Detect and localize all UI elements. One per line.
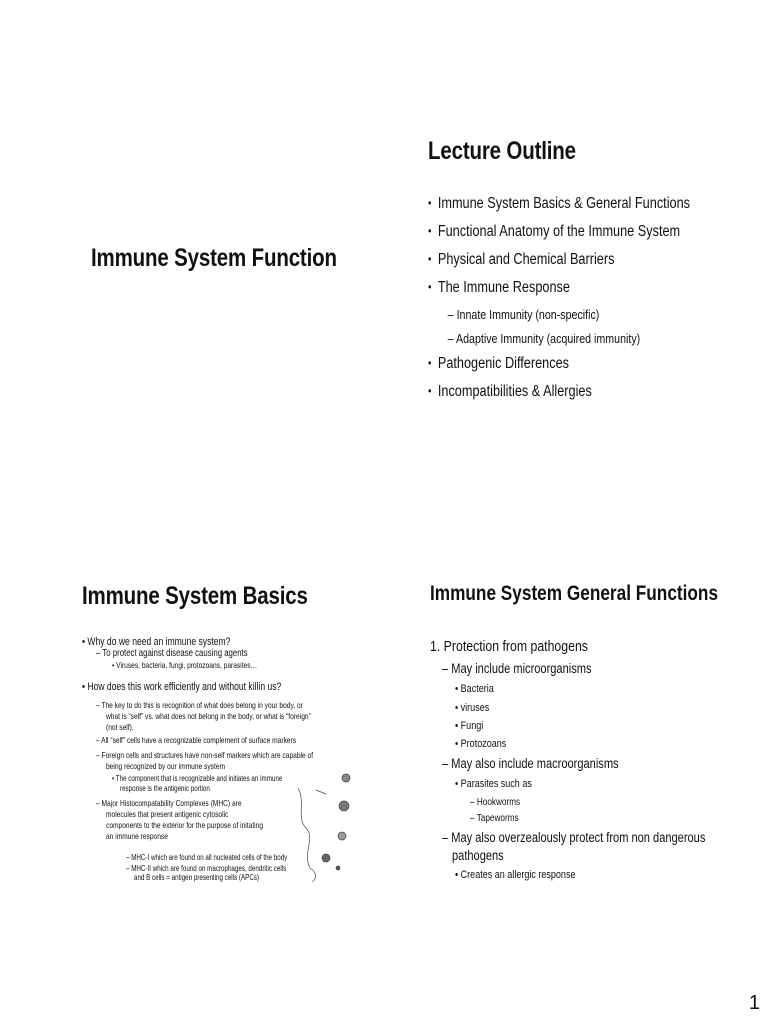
basics-line: an immune response — [106, 831, 168, 841]
functions-line: – May include microorganisms — [442, 661, 592, 676]
basics-line: molecules that present antigenic cytosolic — [106, 809, 229, 819]
basics-line: being recognized by our immune system — [106, 761, 226, 771]
general-functions-title: Immune System General Functions — [430, 582, 719, 605]
outline-subitem: – Innate Immunity (non-specific) — [447, 307, 600, 322]
slide-title — [0, 80, 384, 520]
functions-line: – Tapeworms — [470, 813, 519, 824]
basics-line: (not self). — [106, 722, 134, 732]
functions-line: – Hookworms — [470, 797, 521, 808]
mhc-illustration — [286, 768, 366, 888]
basics-line: what is “self” vs. what does not belong in the body, or what is “foreign” — [106, 711, 311, 721]
basics-line: • Why do we need an immune system? — [82, 636, 231, 648]
basics-line: – The key to do this is recognition of what does belong in your body, or — [96, 700, 303, 710]
basics-line: – Foreign cells and structures have non-self markers which are capable of — [96, 750, 314, 760]
outline-item: • Physical and Chemical Barriers — [428, 250, 690, 278]
outline-item: • Immune System Basics & General Functions — [428, 194, 690, 222]
basics-line: – Major Histocompatability Complexes (MHC) are — [96, 798, 242, 808]
functions-line: • Fungi — [455, 720, 484, 732]
functions-line: pathogens — [452, 848, 504, 863]
lecture-outline-list — [428, 194, 748, 410]
functions-line: 1. Protection from pathogens — [430, 638, 588, 655]
functions-line: • Bacteria — [455, 683, 494, 695]
page-number: 1 — [748, 992, 760, 1014]
functions-line: – May also include macroorganisms — [442, 756, 619, 771]
functions-line: • Protozoans — [455, 738, 507, 750]
functions-line: • Parasites such as — [455, 778, 532, 790]
basics-line: and B cells = antigen presenting cells (APCs) — [134, 873, 260, 882]
outline-subitem: – Adaptive Immunity (acquired immunity) — [447, 331, 641, 346]
lecture-outline-title: Lecture Outline — [428, 137, 576, 165]
outline-item: • The Immune Response — [428, 278, 690, 306]
basics-line: components to the exterior for the purpose of initating — [106, 820, 264, 830]
basics-line: • The component that is recognizable and initiates an immune — [112, 774, 283, 783]
basics-line: – To protect against disease causing agents — [96, 648, 248, 659]
basics-line: – MHC-II which are found on macrophages, dendritic cells — [126, 864, 287, 873]
outline-item: • Incompatibilities & Allergies — [428, 382, 690, 410]
immune-system-basics-title: Immune System Basics — [82, 582, 308, 610]
outline-item: • Pathogenic Differences — [428, 354, 690, 382]
basics-line: – MHC-I which are found on all nucleated cells of the body — [126, 853, 288, 862]
basics-line: • Viruses, bacteria, fungi, protozoans, parasites… — [112, 660, 258, 670]
slide-title-heading: Immune System Function — [91, 244, 337, 272]
functions-line: • Creates an allergic response — [455, 869, 576, 881]
basics-line: – All “self” cells have a recognizable complement of surface markers — [96, 735, 297, 745]
outline-item: • Functional Anatomy of the Immune System — [428, 222, 690, 250]
functions-line: – May also overzealously protect from non dangerous — [442, 830, 706, 845]
basics-line: • How does this work efficiently and without killin us? — [82, 681, 282, 693]
functions-line: • viruses — [455, 702, 490, 714]
basics-line: response is the antigenic portion — [120, 784, 210, 793]
